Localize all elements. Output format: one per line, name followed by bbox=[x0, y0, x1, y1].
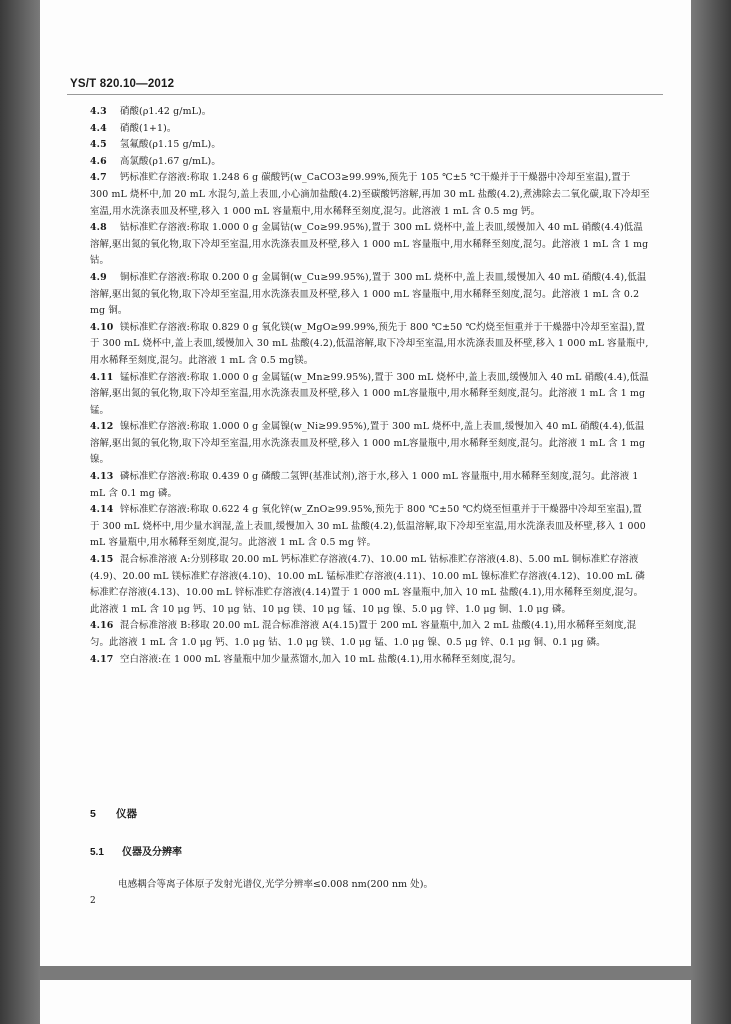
item-text: 硝酸(1+1)。 bbox=[120, 122, 177, 134]
item-text: 高氯酸(ρ1.67 g/mL)。 bbox=[120, 155, 221, 167]
list-item bbox=[90, 502, 650, 552]
list-item bbox=[90, 137, 650, 154]
item-number: 4.3 bbox=[90, 106, 107, 117]
instrument-paragraph: 电感耦合等离子体原子发射光谱仪,光学分辨率≤0.008 nm(200 nm 处)。 bbox=[118, 879, 434, 890]
item-number: 4.12 bbox=[90, 421, 114, 433]
item-text: 混合标准溶液 B:移取 20.00 mL 混合标准溶液 A(4.15)置于 200 mL 容量瓶中,加入 2 mL 盐酸(4.1),用水稀释至刻度,混匀。此溶液 1 mL 含 1.0 μg 钙、1.0 μg 钴、1.0 μg 镁、1.0 μg 锰、1.0 μg 镍、0.5 μg 锌、0.1 μg 铜、0.1 μg 磷。 bbox=[90, 620, 637, 648]
list-item bbox=[90, 370, 650, 420]
list-item bbox=[90, 419, 650, 469]
item-text: 锰标准贮存溶液:称取 1.000 0 g 金属锰(w_Mn≥99.95%),置于 300 mL 烧杯中,盖上表皿,缓慢加入 40 mL 硝酸(4.4),低温溶解,驱出氮的氧化物,取下冷却至室温,用水洗涤表皿及杯壁,移入 1 000 mL容量瓶中,用水稀释至刻度,混匀。此溶液 1 mL 含 1 mg 锰。 bbox=[90, 371, 649, 416]
item-text: 钴标准贮存溶液:称取 1.000 0 g 金属钴(w_Co≥99.95%),置于 300 mL 烧杯中,盖上表皿,缓慢加入 40 mL 硝酸(4.4)低温溶解,驱出氮的氧化物,取下冷却至室温,用水洗涤表皿及杯壁,移入 1 000 mL 容量瓶中,用水稀释至刻度,混匀。此溶液 1 mL 含 1 mg 钴。 bbox=[90, 222, 649, 267]
item-text: 镁标准贮存溶液:称取 0.829 0 g 氧化镁(w_MgO≥99.99%,预先于 800 ℃±50 ℃灼烧至恒重并于干燥器中冷却至室温),置于 300 mL 烧杯中,盖上表皿,缓慢加入 30 mL 盐酸(4.2),低温溶解,取下冷却至室温,用水洗涤表皿及杯壁,移入 1 000 mL 容量瓶中,用水稀释至刻度,混匀。此溶液 1 mL 含 0.5 mg镁。 bbox=[90, 321, 649, 366]
list-item bbox=[90, 220, 650, 270]
section-number: 5 bbox=[90, 808, 96, 820]
section-heading bbox=[90, 806, 650, 821]
item-text: 锌标准贮存溶液:称取 0.622 4 g 氧化锌(w_ZnO≥99.95%,预先于 800 ℃±50 ℃灼烧至恒重并于干燥器中冷却至室温),置于 300 mL 烧杯中,用少量水润湿,盖上表皿,缓慢加入 30 mL 盐酸(4.2),低温溶解,取下冷却至室温,用水洗涤表皿及杯壁,移入 1 000 mL 容量瓶中,用水稀释至刻度,混匀。此溶液 1 mL 含 0.5 mg 锌。 bbox=[90, 504, 646, 549]
item-number: 4.5 bbox=[90, 139, 107, 151]
item-number: 4.16 bbox=[90, 620, 114, 632]
item-number: 4.9 bbox=[90, 271, 107, 283]
next-page-edge bbox=[40, 980, 691, 1024]
header-divider bbox=[67, 94, 663, 95]
page-number: 2 bbox=[90, 896, 96, 906]
item-number: 4.11 bbox=[90, 371, 114, 383]
item-number: 4.15 bbox=[90, 554, 114, 566]
list-item bbox=[90, 618, 650, 651]
list-item bbox=[90, 104, 650, 121]
item-text: 硝酸(ρ1.42 g/mL)。 bbox=[120, 106, 212, 117]
standard-header: YS/T 820.10—2012 bbox=[70, 78, 175, 90]
list-item bbox=[90, 320, 650, 370]
item-text: 镍标准贮存溶液:称取 1.000 0 g 金属镍(w_Ni≥99.95%),置于 300 mL 烧杯中,盖上表皿,缓慢加入 40 mL 硝酸(4.4),低温溶解,驱出氮的氧化物,取下冷却至室温,用水洗涤表皿及杯壁,移入 1 000 mL容量瓶中,用水稀释至刻度,混匀。此溶液 1 mL 含 1 mg 镍。 bbox=[90, 421, 646, 466]
list-item bbox=[90, 270, 650, 320]
list-item bbox=[90, 652, 650, 669]
item-text: 空白溶液:在 1 000 mL 容量瓶中加少量蒸馏水,加入 10 mL 盐酸(4.1),用水稀释至刻度,混匀。 bbox=[120, 653, 522, 665]
item-number: 4.8 bbox=[90, 222, 107, 234]
item-number: 4.14 bbox=[90, 504, 114, 516]
item-number: 4.4 bbox=[90, 122, 107, 134]
section-title: 仪器 bbox=[116, 808, 137, 820]
list-item bbox=[90, 469, 650, 502]
reagent-list bbox=[90, 104, 650, 668]
item-text: 钙标准贮存溶液:称取 1.248 6 g 碳酸钙(w_CaCO3≥99.99%,预先于 105 ℃±5 ℃干燥并于干燥器中冷却至室温),置于 300 mL 烧杯中,加 20 mL 水混匀,盖上表皿,小心滴加盐酸(4.2)至碳酸钙溶解,再加 30 mL 盐酸(4.2),煮沸除去二氧化碳,取下冷却至室温,用水洗涤表皿及杯壁,移入 1 000 mL 容量瓶中,用水稀释至刻度,混匀。此溶液 1 mL 含 0.5 mg 钙。 bbox=[90, 172, 650, 217]
subsection-heading bbox=[90, 843, 650, 858]
list-item bbox=[90, 170, 650, 220]
list-item bbox=[90, 552, 650, 618]
item-number: 4.13 bbox=[90, 471, 114, 483]
item-number: 4.7 bbox=[90, 172, 107, 184]
item-number: 4.6 bbox=[90, 155, 107, 167]
item-number: 4.17 bbox=[90, 653, 114, 665]
item-text: 混合标准溶液 A:分别移取 20.00 mL 钙标准贮存溶液(4.7)、10.00 mL 钴标准贮存溶液(4.8)、5.00 mL 铜标准贮存溶液(4.9)、20.00 mL 镁标准贮存溶液(4.10)、10.00 mL 锰标准贮存溶液(4.11)、10.00 mL 镍标准贮存溶液(4.12)、10.00 mL 磷标准贮存溶液(4.13)、10.00 mL 锌标准贮存溶液(4.14)置于 1 000 mL 容量瓶中,加入 10 mL 盐酸(4.1),用水稀释至刻度,混匀。此溶液 1 mL 含 10 μg 钙、10 μg 钴、10 μg 镁、10 μg 锰、10 μg 镍、5.0 μg 锌、1.0 μg 铜、1.0 μg 磷。 bbox=[90, 554, 645, 615]
subsection-number: 5.1 bbox=[90, 847, 104, 858]
item-number: 4.10 bbox=[90, 321, 114, 333]
subsection-title: 仪器及分辨率 bbox=[122, 847, 182, 858]
list-item bbox=[90, 121, 650, 138]
item-text: 磷标准贮存溶液:称取 0.439 0 g 磷酸二氢钾(基准试剂),溶于水,移入 1 000 mL 容量瓶中,用水稀释至刻度,混匀。此溶液 1 mL 含 0.1 mg 磷。 bbox=[90, 471, 639, 499]
list-item bbox=[90, 154, 650, 171]
item-text: 氢氟酸(ρ1.15 g/mL)。 bbox=[120, 139, 221, 151]
item-text: 铜标准贮存溶液:称取 0.200 0 g 金属铜(w_Cu≥99.95%),置于 300 mL 烧杯中,盖上表皿,缓慢加入 40 mL 硝酸(4.4),低温溶解,驱出氮的氧化物,取下冷却至室温,用水洗涤表皿及杯壁,移入 1 000 mL 容量瓶中,用水稀释至刻度,混匀。此溶液 1 mL 含 0.2 mg 铜。 bbox=[90, 271, 647, 317]
